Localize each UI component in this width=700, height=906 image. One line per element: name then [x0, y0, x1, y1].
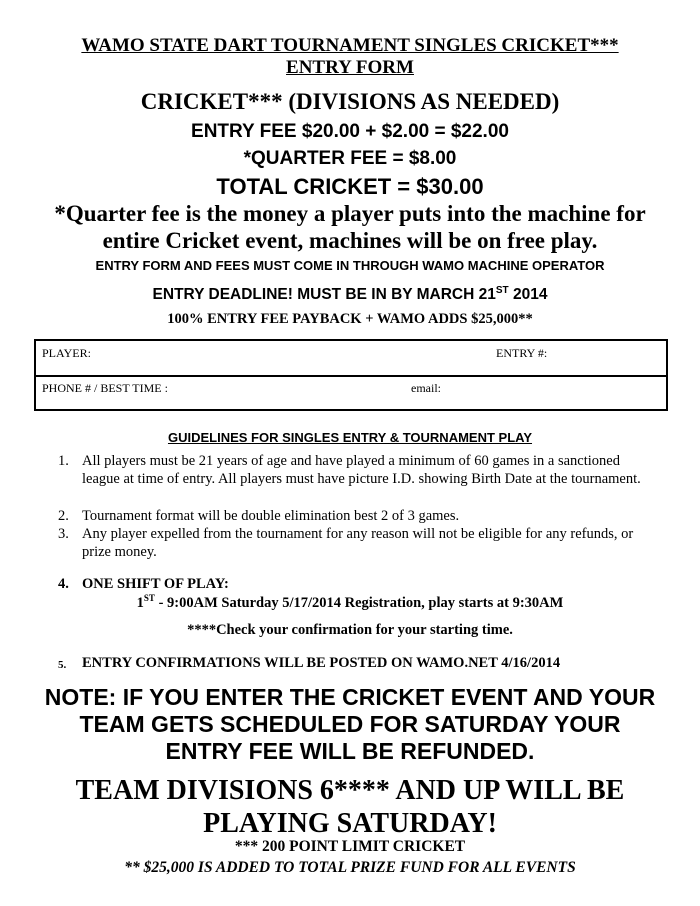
guideline-text: ONE SHIFT OF PLAY: — [82, 576, 229, 592]
phone-row[interactable] — [36, 376, 666, 410]
guideline-item — [58, 575, 658, 593]
team-divisions-note: TEAM DIVISIONS 6**** AND UP WILL BE PLAYING SATURDAY! — [75, 775, 625, 839]
entry-fee-line: ENTRY FEE $20.00 + $2.00 = $22.00 — [191, 121, 509, 142]
confirmation-note: ****Check your confirmation for your starting time. — [187, 622, 513, 638]
guideline-number: 5. — [58, 659, 67, 671]
player-row[interactable] — [36, 341, 666, 377]
deadline-text: ENTRY DEADLINE! MUST BE IN BY MARCH 21 — [152, 286, 496, 304]
submission-note: ENTRY FORM AND FEES MUST COME IN THROUGH WAMO MACHINE OPERATOR — [95, 258, 605, 273]
deadline-year: 2014 — [508, 286, 548, 304]
quarter-fee-note: *Quarter fee is the money a player puts into the machine for entire Cricket event, machines will be on free play. — [54, 201, 646, 253]
total-fee-line: TOTAL CRICKET = $30.00 — [216, 174, 484, 199]
guideline-text: Any player expelled from the tournament for any reason will not be eligible for any refunds, or prize money. — [82, 526, 634, 560]
prize-fund-note: ** $25,000 IS ADDED TO TOTAL PRIZE FUND FOR ALL EVENTS — [124, 859, 576, 876]
guideline-number: 3. — [58, 526, 69, 542]
guideline-item — [58, 525, 658, 561]
shift-schedule — [0, 593, 700, 612]
guidelines-title: GUIDELINES FOR SINGLES ENTRY & TOURNAMENT PLAY — [167, 430, 533, 445]
refund-note: NOTE: IF YOU ENTER THE CRICKET EVENT AND YOUR TEAM GETS SCHEDULED FOR SATURDAY YOUR ENTRY FEE WILL BE REFUNDED. — [44, 684, 656, 764]
player-label: PLAYER: — [42, 346, 91, 360]
guideline-item — [58, 654, 658, 672]
entry-form-box — [34, 339, 668, 411]
entry-number-label: ENTRY #: — [496, 346, 548, 360]
shift-ordinal: ST — [143, 593, 155, 603]
guideline-text: Tournament format will be double elimination best 2 of 3 games. — [82, 508, 460, 524]
shift-text: - 9:00AM Saturday 5/17/2014 Registration, play starts at 9:30AM — [154, 594, 564, 611]
guideline-number: 2. — [58, 508, 69, 524]
quarter-fee-line: *QUARTER FEE = $8.00 — [243, 148, 457, 169]
guideline-text: All players must be 21 years of age and have played a minimum of 60 games in a sanctioned league at time of entry. All players must have picture I.D. showing Birth Date at the tournament. — [82, 453, 641, 487]
guideline-text: ENTRY CONFIRMATIONS WILL BE POSTED ON WAMO.NET 4/16/2014 — [82, 655, 561, 671]
document-title — [0, 35, 700, 79]
title-line-2: ENTRY FORM — [286, 57, 414, 78]
guideline-item — [58, 507, 658, 525]
title-line-1: WAMO STATE DART TOURNAMENT SINGLES CRICKET*** — [81, 35, 619, 56]
event-subtitle: CRICKET*** (DIVISIONS AS NEEDED) — [140, 89, 560, 114]
entry-deadline — [0, 285, 700, 304]
guideline-number: 1. — [58, 453, 69, 469]
email-label: email: — [411, 381, 441, 395]
deadline-ordinal: ST — [495, 285, 509, 296]
guideline-item — [58, 452, 658, 488]
guideline-number: 4. — [58, 576, 69, 592]
phone-label: PHONE # / BEST TIME : — [42, 381, 168, 395]
payback-line: 100% ENTRY FEE PAYBACK + WAMO ADDS $25,000** — [167, 311, 533, 327]
point-limit-note: *** 200 POINT LIMIT CRICKET — [234, 838, 466, 855]
shift-number: 1 — [136, 594, 144, 611]
